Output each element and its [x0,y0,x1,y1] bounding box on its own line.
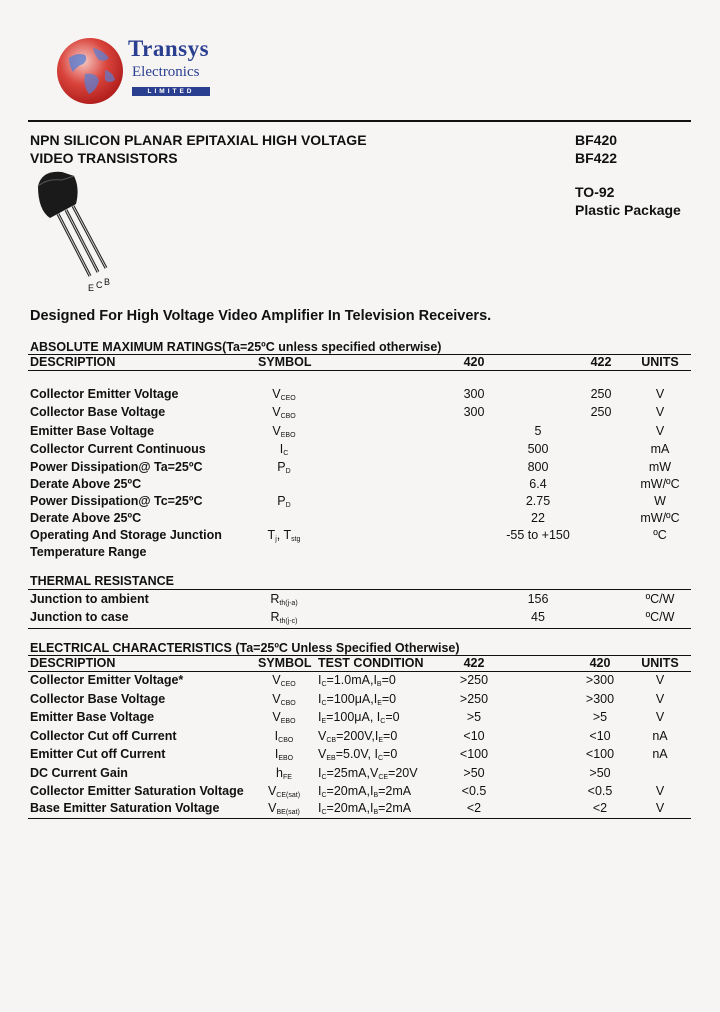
row-symbol: $V_{CBO}$ [272,692,296,707]
row-value-420: >300 [585,673,615,687]
abs-max-header-rule [28,370,691,371]
row-value-422: <100 [459,747,489,761]
col-units: UNITS [641,355,679,369]
header-divider [28,120,691,122]
row-test-condition: $I_C=1.0mA,I_B=0$ [318,673,396,688]
table-row: Derate Above 25ºC 6.4 mW/ºC [30,477,680,491]
table-row: Collector Emitter Voltage $V_{CEO}$ 300 250 V [30,387,665,402]
row-test-condition: $I_C=100\mu A,I_E=0$ [318,692,397,707]
thermal-title: THERMAL RESISTANCE [30,574,174,588]
part-number-1: BF420 [575,132,618,148]
electrical-header-rule [28,671,691,672]
row-description: Collector Base Voltage [30,692,166,706]
table-row [0,766,720,784]
row-units: V [655,673,665,687]
tagline: Designed For High Voltage Video Amplifier In Television Receivers. [30,308,492,324]
pin-label-e: E [88,283,95,293]
row-value-422: >250 [459,692,489,706]
table-row: Power Dissipation@ Ta=25ºC $P_D$ 800 mW [30,460,672,475]
col-420: 420 [463,355,485,369]
row-description: Collector Emitter Voltage* [30,673,184,687]
row-units: V [655,692,665,706]
title-line1: NPN SILICON PLANAR EPITAXIAL HIGH VOLTAGE [30,132,367,148]
table-row [0,801,720,819]
row-value-420: <2 [592,801,608,815]
row-units: V [655,710,665,724]
row-description: Emitter Cut off Current [30,747,166,761]
row-units: V [655,801,665,815]
row-test-condition: $V_{CB}=200V,I_E=0$ [318,729,398,744]
table-row: Emitter Base Voltage $V_{EBO}$ 5 V [30,424,665,439]
row-description: Collector Cut off Current [30,729,177,743]
row-value-420: <0.5 [587,784,613,798]
row-value-422: >5 [466,710,482,724]
row-symbol: $I_{EBO}$ [274,747,294,762]
row-test-condition: $V_{EB}=5.0V$, $I_C=0$ [318,747,398,762]
row-value-422: >50 [463,766,485,780]
table-row: Derate Above 25ºC 22 mW/ºC [30,511,680,525]
col-symbol: SYMBOL [258,355,312,369]
row-test-condition: $I_C=20mA,I_B=2mA$ [318,801,412,816]
package-desc: Plastic Package [575,202,681,218]
row-value-422: <0.5 [461,784,487,798]
table-row [0,710,720,728]
row-value-420: >5 [592,710,608,724]
table-row [0,729,720,747]
electrical-header-row: DESCRIPTION SYMBOL TEST CONDITION 422 420 UNITS [30,656,679,670]
logo-company-name: Transys [128,36,210,61]
to92-package-icon [28,166,128,298]
abs-max-title: ABSOLUTE MAXIMUM RATINGS(Ta=25ºC unless specified otherwise) [30,340,442,354]
table-row [0,747,720,765]
pin-label-b: B [104,277,111,287]
part-number-2: BF422 [575,150,618,166]
table-row [0,692,720,710]
row-test-condition: $I_C=25mA,V_{CE}=20V$ [318,766,418,781]
row-description: Collector Emitter Saturation Voltage [30,784,244,798]
electrical-bottom-rule [28,818,691,819]
col-422: 422 [590,355,612,369]
thermal-bottom-rule [28,628,691,629]
row-units: nA [652,729,668,743]
row-value-422: >250 [459,673,489,687]
row-value-420: <10 [589,729,611,743]
row-description: Base Emitter Saturation Voltage [30,801,220,815]
row-symbol: $V_{EBO}$ [272,710,296,725]
row-description: Emitter Base Voltage [30,710,155,724]
logo-limited-bar: LIMITED [132,87,210,96]
row-value-422: <10 [463,729,485,743]
row-symbol: $V_{BE(sat)}$ [268,801,300,816]
row-symbol: $V_{CE(sat)}$ [267,784,301,799]
electrical-title: ELECTRICAL CHARACTERISTICS (Ta=25ºC Unless Specified Otherwise) [30,641,460,655]
row-value-422: <2 [466,801,482,815]
table-row: Collector Base Voltage $V_{CBO}$ 300 250 V [30,405,665,420]
row-symbol: $V_{CEO}$ [272,673,296,688]
table-row: Junction to case $R_{th(j-c)}$ 45 ºC/W [30,610,675,625]
package-type: TO-92 [575,184,615,200]
row-units: V [655,784,665,798]
row-value-420: >50 [589,766,611,780]
table-row: Junction to ambient $R_{th(j-a)}$ 156 ºC/W [30,592,675,607]
table-row: Temperature Range [30,545,147,559]
row-symbol: $I_{CBO}$ [274,729,294,744]
logo-division: Electronics [132,64,200,80]
table-row: Power Dissipation@ Tc=25ºC $P_D$ 2.75 W [30,494,666,509]
table-row: Operating And Storage Junction $T_j$, $T_{stg}$ -55 to +150 ºC [30,528,667,543]
table-row [0,673,720,691]
table-row: Collector Current Continuous $I_C$ 500 mA [30,442,670,457]
row-value-420: >300 [585,692,615,706]
table-row [0,784,720,802]
row-test-condition: $I_E=100\mu A$, $I_C=0$ [318,710,400,725]
pin-label-c: C [96,280,103,290]
col-description: DESCRIPTION [30,355,116,369]
globe-icon [55,36,125,106]
title-line2: VIDEO TRANSISTORS [30,150,178,166]
row-description: DC Current Gain [30,766,128,780]
row-symbol: $h_{FE}$ [276,766,292,781]
thermal-rule [28,589,691,590]
row-units: nA [652,747,668,761]
row-value-420: <100 [585,747,615,761]
row-test-condition: $I_C=20mA,I_B=2mA$ [318,784,412,799]
